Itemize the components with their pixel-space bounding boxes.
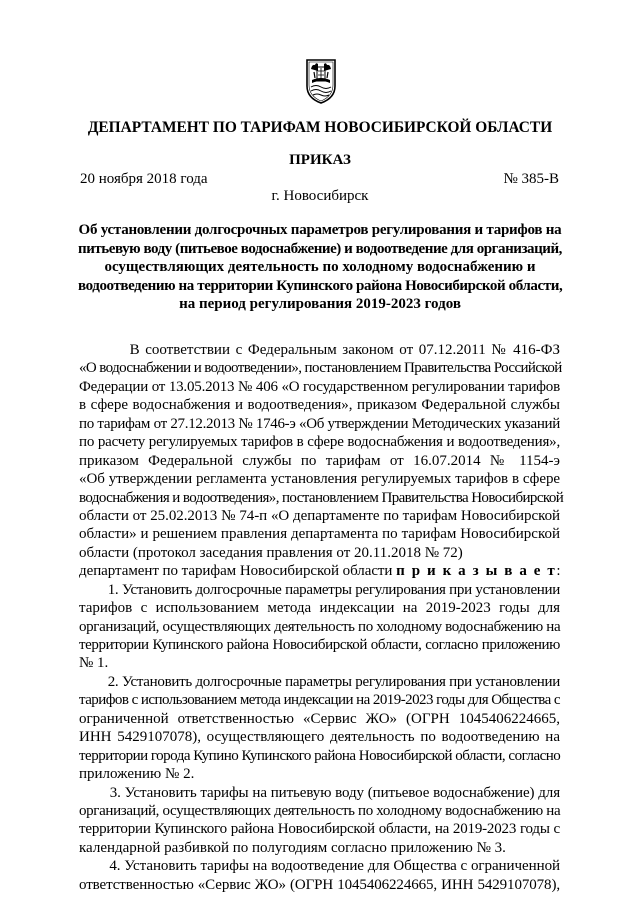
body-line: по тарифам от 27.12.2013 № 1746-э «Об утверждении Методических указаний [79, 415, 560, 432]
body-line: тарифов с использованием метода индексации на 2019-2023 годы для Общества с [79, 692, 560, 709]
subject-line: осуществляющих деятельность по холодному водоснабжению и [104, 259, 536, 275]
subject-line: питьевую воду (питьевое водоснабжение) и водоотведение для организаций, [78, 240, 562, 257]
order-subject [78, 221, 562, 314]
preamble-paragraph [79, 341, 564, 894]
body-line: водоснабжения и водоотведения», постановлением Правительства Новосибирской [79, 489, 564, 506]
novosibirsk-coat-of-arms-icon [303, 58, 339, 104]
orders-suffix: : [556, 563, 561, 580]
body-line: организаций, осуществляющих деятельность по холодному водоснабжению на [79, 802, 561, 819]
body-line: «О водоснабжении и водоотведении», постановлением Правительства Российской [79, 360, 562, 377]
subject-line: Об установлении долгосрочных параметров регулирования и тарифов на [78, 222, 562, 238]
body-line: территории Купинского района Новосибирской области, на 2019-2023 годы с [79, 821, 560, 838]
body-line: № 1. [79, 655, 109, 672]
body-line: приказом Федеральной службы по тарифам от 16.07.2014 № 1154-э [79, 452, 560, 469]
body-line: ИНН 5429107078), осуществляющего деятельность по водоотведению на [79, 729, 560, 746]
body-line: ограниченной ответственностью «Сервис ЖО» (ОГРН 1045406224665, [79, 710, 560, 727]
subject-line: водоотведению на территории Купинского района Новосибирской области, [78, 277, 563, 294]
body-line: тарифов с использованием метода индексации на 2019-2023 годы для [79, 600, 560, 617]
body-line: ответственностью «Сервис ЖО» (ОГРН 1045406224665, ИНН 5429107078), [79, 876, 560, 893]
body-line: 4. Установить тарифы на водоотведение для Общества с ограниченной [79, 858, 560, 875]
body-line: Федерации от 13.05.2013 № 406 «О государственном регулировании тарифов [79, 378, 560, 395]
body-line: 3. Установить тарифы на питьевую воду (питьевое водоснабжение) для [79, 784, 560, 801]
body-line: 1. Установить долгосрочные параметры регулирования при установлении [79, 581, 560, 598]
department-name: ДЕПАРТАМЕНТ ПО ТАРИФАМ НОВОСИБИРСКОЙ ОБЛАСТИ [87, 119, 553, 136]
body-line: территории Купинского района Новосибирской области, согласно приложению [79, 637, 560, 653]
order-city: г. Новосибирск [271, 188, 369, 204]
body-line: организаций, осуществляющих деятельность по холодному водоснабжению на [79, 618, 561, 635]
orders-line [79, 562, 560, 580]
body-line: территории города Купино Купинского района Новосибирской области, согласно [79, 747, 561, 764]
body-line: области от 25.02.2013 № 74-п «О департаменте по тарифам Новосибирской [79, 507, 560, 524]
order-number: № 385-В [503, 171, 559, 187]
order-date: 20 ноября 2018 года [80, 171, 208, 187]
document-type-title: ПРИКАЗ [289, 152, 351, 168]
body-line: в сфере водоснабжения и водоотведения», приказом Федеральной службы [79, 397, 560, 414]
body-line: «Об утверждении регламента установления регулируемых тарифов в сфере [79, 471, 560, 488]
orders-prefix: департамент по тарифам Новосибирской области [79, 563, 397, 580]
body-line: по расчету регулируемых тарифов в сфере водоснабжения и водоотведения», [79, 434, 560, 451]
orders-word: п р и к а з ы в а е т [396, 563, 557, 580]
body-line: 2. Установить долгосрочные параметры регулирования при установлении [79, 673, 560, 690]
body-line: области» и решением правления департамента по тарифам Новосибирской [79, 526, 560, 543]
body-line: области (протокол заседания правления от 20.11.2018 № 72) [79, 544, 463, 561]
body-line: календарной разбивкой по полугодиям согласно приложению № 3. [79, 839, 506, 856]
body-line: В соответствии с Федеральным законом от 07.12.2011 № 416-ФЗ [79, 342, 560, 358]
body-line: приложению № 2. [79, 766, 195, 783]
subject-line: на период регулирования 2019-2023 годов [179, 296, 461, 312]
